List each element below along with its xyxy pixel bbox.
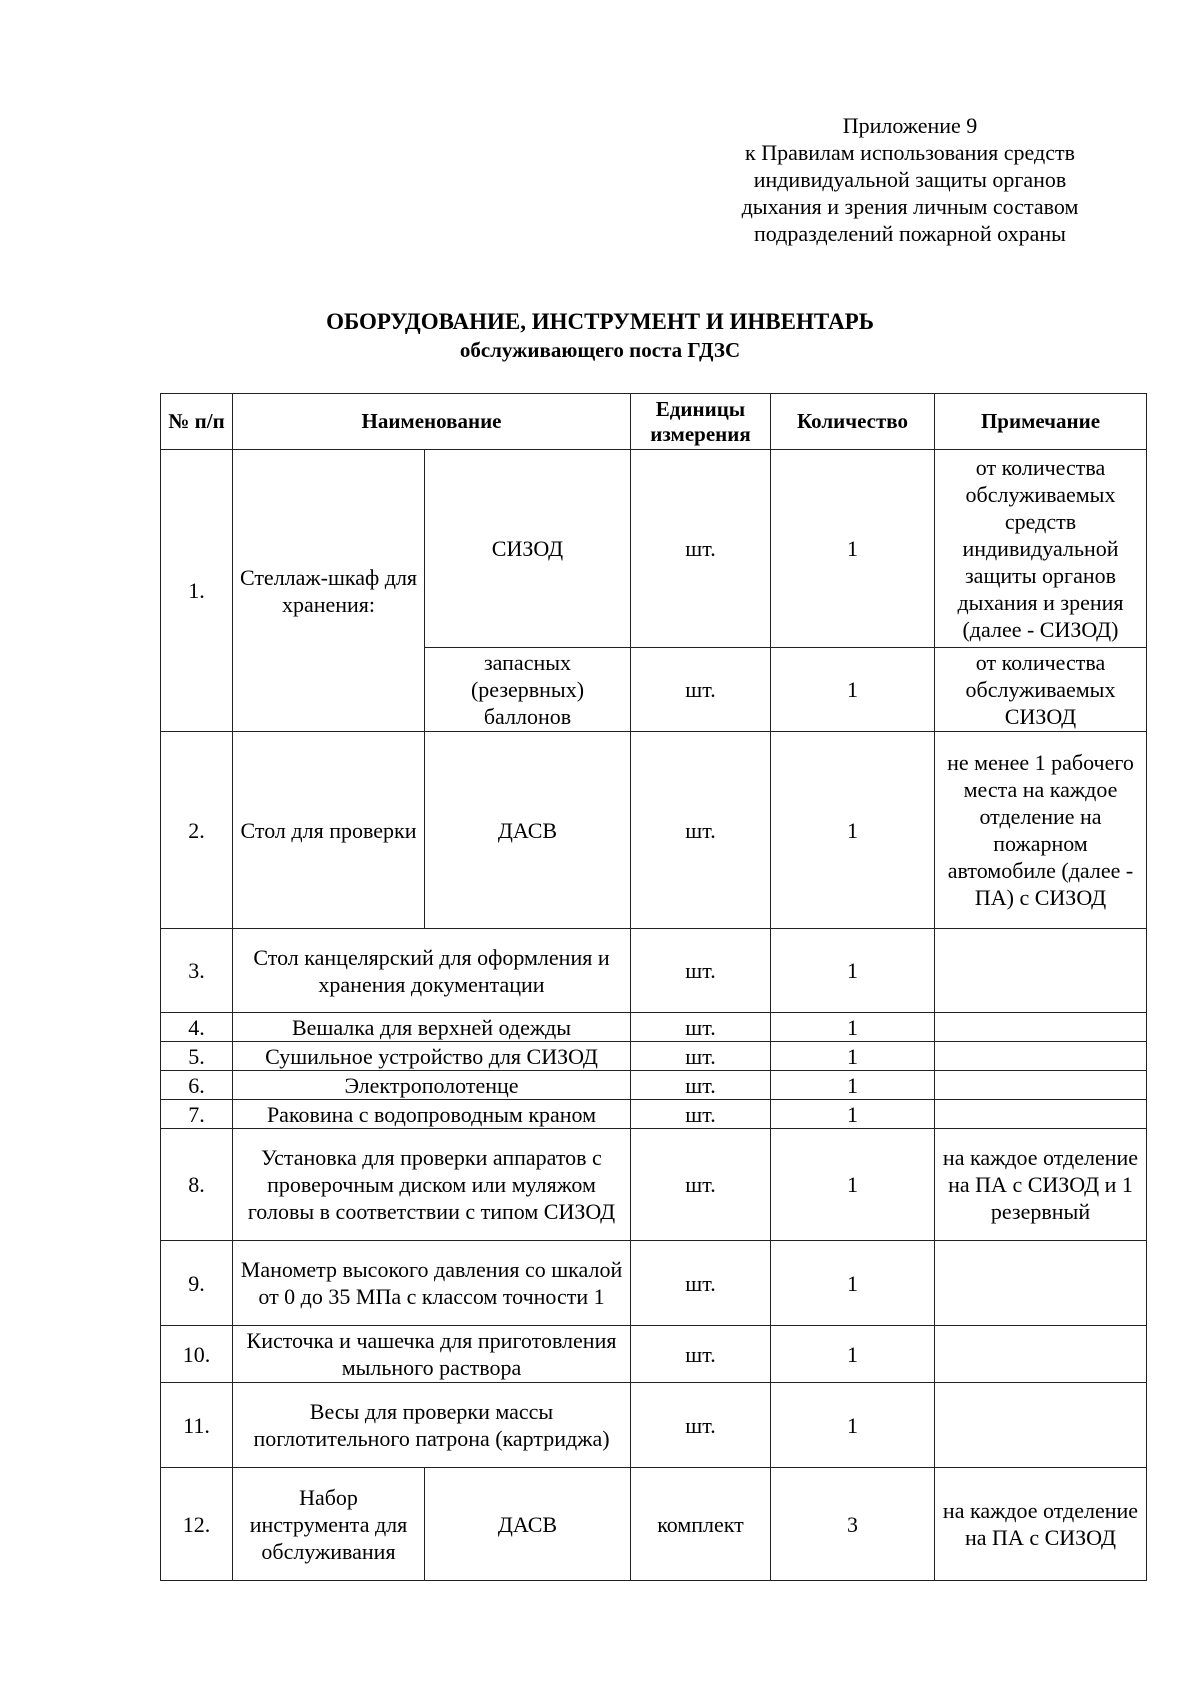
row-num: 7. — [161, 1100, 233, 1129]
row-name: Кисточка и чашечка для приготовления мыльного раствора — [233, 1326, 631, 1383]
appendix-line: Приложение 9 — [842, 113, 978, 138]
row-qty: 1 — [771, 1129, 935, 1241]
row-name: Манометр высокого давления со шкалой от 0 до 35 МПа с классом точности 1 — [233, 1241, 631, 1326]
row-qty: 1 — [771, 1326, 935, 1383]
table-header-row — [161, 394, 1147, 450]
row-note: от количества обслуживаемых средств индивидуальной защиты органов дыхания и зрения (далее - СИЗОД) — [935, 450, 1147, 648]
row-unit: шт. — [631, 1071, 771, 1100]
row-note: на каждое отделение на ПА с СИЗОД и 1 резервный — [935, 1129, 1147, 1241]
row-qty: 1 — [771, 732, 935, 929]
table-row — [161, 1042, 1147, 1071]
header-qty: Количество — [771, 394, 935, 450]
row-note — [935, 929, 1147, 1013]
row-unit: шт. — [631, 1326, 771, 1383]
row-unit: шт. — [631, 1129, 771, 1241]
header-name: Наименование — [233, 394, 631, 450]
row-subitem: ДАСВ — [425, 1468, 631, 1581]
row-num: 11. — [161, 1383, 233, 1468]
row-unit: комплект — [631, 1468, 771, 1581]
row-note — [935, 1241, 1147, 1326]
row-note — [935, 1071, 1147, 1100]
row-qty: 1 — [771, 1042, 935, 1071]
document-subtitle: обслуживающего поста ГДЗС — [459, 338, 741, 362]
row-num: 6. — [161, 1071, 233, 1100]
appendix-line: подразделений пожарной охраны — [754, 221, 1066, 246]
row-qty: 1 — [771, 1241, 935, 1326]
table-row — [161, 732, 1147, 929]
table-row — [161, 450, 1147, 648]
row-name: Стеллаж-шкаф для хранения: — [233, 450, 425, 732]
row-num: 2. — [161, 732, 233, 929]
row-num: 1. — [161, 450, 233, 732]
row-qty: 1 — [771, 648, 935, 732]
row-note: от количества обслуживаемых СИЗОД — [935, 648, 1147, 732]
row-unit: шт. — [631, 450, 771, 648]
equipment-table — [160, 393, 1147, 1581]
row-unit: шт. — [631, 1042, 771, 1071]
row-num: 3. — [161, 929, 233, 1013]
row-name: Весы для проверки массы поглотительного патрона (картриджа) — [233, 1383, 631, 1468]
table-row — [161, 1071, 1147, 1100]
row-name: Раковина с водопроводным краном — [233, 1100, 631, 1129]
table-row — [161, 1241, 1147, 1326]
row-name: Сушильное устройство для СИЗОД — [233, 1042, 631, 1071]
document-title: ОБОРУДОВАНИЕ, ИНСТРУМЕНТ И ИНВЕНТАРЬ — [326, 309, 874, 334]
row-name: Электрополотенце — [233, 1071, 631, 1100]
appendix-line: к Правилам использования средств — [745, 140, 1075, 165]
row-note — [935, 1326, 1147, 1383]
table-row — [161, 1129, 1147, 1241]
table-row — [161, 1326, 1147, 1383]
appendix-reference — [690, 112, 1130, 247]
row-note — [935, 1013, 1147, 1042]
row-name: Набор инструмента для обслуживания — [233, 1468, 425, 1581]
header-note: Примечание — [935, 394, 1147, 450]
row-unit: шт. — [631, 648, 771, 732]
row-name: Стол для проверки — [233, 732, 425, 929]
row-note — [935, 1383, 1147, 1468]
row-qty: 3 — [771, 1468, 935, 1581]
row-num: 10. — [161, 1326, 233, 1383]
table-row — [161, 1100, 1147, 1129]
header-num: № п/п — [161, 394, 233, 450]
row-subitem: запасных (резервных) баллонов — [425, 648, 631, 732]
table-row — [161, 1468, 1147, 1581]
row-num: 12. — [161, 1468, 233, 1581]
row-note: на каждое отделение на ПА с СИЗОД — [935, 1468, 1147, 1581]
row-num: 9. — [161, 1241, 233, 1326]
row-qty: 1 — [771, 450, 935, 648]
row-name: Установка для проверки аппаратов с проверочным диском или муляжом головы в соответствии с типом СИЗОД — [233, 1129, 631, 1241]
row-qty: 1 — [771, 1013, 935, 1042]
row-num: 4. — [161, 1013, 233, 1042]
row-note — [935, 1100, 1147, 1129]
appendix-line: дыхания и зрения личным составом — [741, 194, 1079, 219]
row-qty: 1 — [771, 929, 935, 1013]
row-note — [935, 1042, 1147, 1071]
row-unit: шт. — [631, 1241, 771, 1326]
appendix-line: индивидуальной защиты органов — [753, 167, 1067, 192]
row-subitem: ДАСВ — [425, 732, 631, 929]
row-name: Стол канцелярский для оформления и хранения документации — [233, 929, 631, 1013]
row-subitem: СИЗОД — [425, 450, 631, 648]
row-unit: шт. — [631, 1013, 771, 1042]
row-unit: шт. — [631, 929, 771, 1013]
table-row — [161, 1383, 1147, 1468]
row-unit: шт. — [631, 1383, 771, 1468]
row-qty: 1 — [771, 1100, 935, 1129]
table-row — [161, 929, 1147, 1013]
row-unit: шт. — [631, 1100, 771, 1129]
row-unit: шт. — [631, 732, 771, 929]
row-qty: 1 — [771, 1071, 935, 1100]
header-unit: Единицы измерения — [631, 394, 771, 450]
row-note: не менее 1 рабочего места на каждое отделение на пожарном автомобиле (далее - ПА) с СИЗОД — [935, 732, 1147, 929]
table-row — [161, 1013, 1147, 1042]
row-name: Вешалка для верхней одежды — [233, 1013, 631, 1042]
row-qty: 1 — [771, 1383, 935, 1468]
row-num: 8. — [161, 1129, 233, 1241]
row-num: 5. — [161, 1042, 233, 1071]
